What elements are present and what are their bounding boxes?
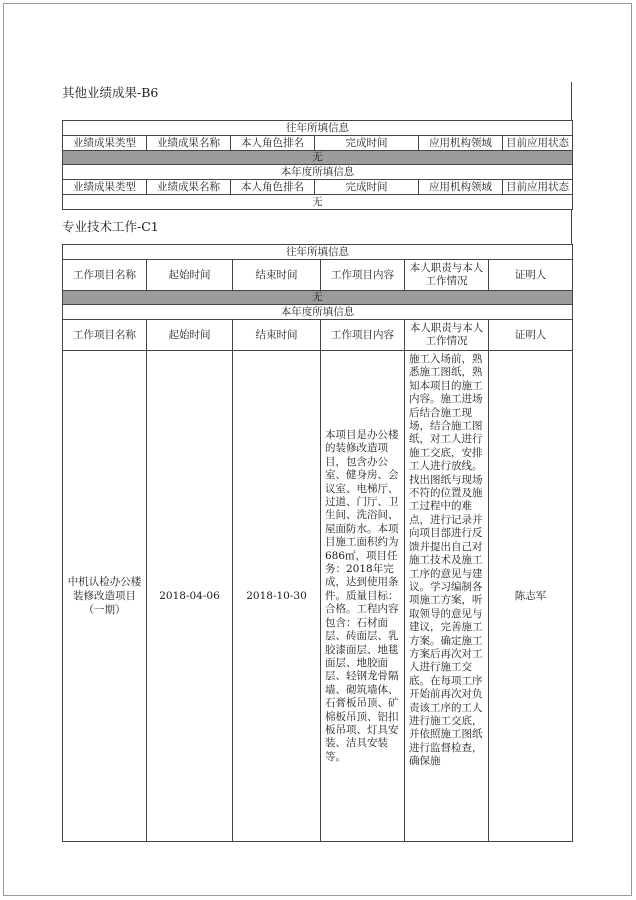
c1-curr-label: 本年度所填信息 [63, 305, 573, 320]
c1-duty-text: 施工入场前，熟悉施工图纸，熟知本项目的施工内容。施工进场后结合施工现场，结合施工图纸，对工人进行施工交底，安排工人进行放线。找出图纸与现场不符的位置及施工过程中的难点，进行记录并向项目部进行反馈并提出自己对施工技术及施工工序的意见与建议。学习编制各项施工方案，听取领导的意见与建议，完善施工方案。确定施工方案后再次对工人进行施工交底。在每项工序开始前再次对负责该工序的工人进行施工交底，并依照施工图纸进行监督检查，确保施 [409, 353, 483, 768]
b6-header: 业绩成果类型 [63, 136, 147, 151]
table-row [63, 351, 573, 842]
c1-none-prev: 无 [63, 291, 573, 305]
c1-start-date: 2018-04-06 [147, 351, 233, 842]
c1-prev-label: 往年所填信息 [63, 245, 573, 260]
c1-header: 结束时间 [233, 260, 321, 291]
c1-header: 结束时间 [233, 320, 321, 351]
b6-header: 目前应用状态 [503, 136, 573, 151]
c1-header: 工作项目名称 [63, 260, 147, 291]
c1-header: 工作项目内容 [321, 260, 405, 291]
b6-header: 业绩成果名称 [147, 180, 231, 195]
c1-project-name: 中机认检办公楼装修改造项目（一期） [63, 351, 147, 842]
c1-header: 起始时间 [147, 260, 233, 291]
document-body [62, 82, 572, 842]
c1-table [62, 244, 573, 842]
b6-header: 目前应用状态 [503, 180, 573, 195]
c1-witness: 陈志军 [489, 351, 573, 842]
b6-curr-label: 本年度所填信息 [63, 165, 573, 180]
section-c1-title: 专业技术工作-C1 [62, 210, 572, 244]
b6-header: 本人角色排名 [231, 136, 315, 151]
c1-project-content [321, 351, 405, 842]
c1-end-date: 2018-10-30 [233, 351, 321, 842]
c1-header: 本人职责与本人工作情况 [405, 260, 489, 291]
b6-prev-label: 往年所填信息 [63, 121, 573, 136]
c1-header: 工作项目名称 [63, 320, 147, 351]
b6-header: 应用机构领域 [419, 180, 503, 195]
b6-none-prev: 无 [63, 151, 573, 165]
c1-duty [405, 351, 489, 842]
b6-header: 本人角色排名 [231, 180, 315, 195]
b6-header: 完成时间 [315, 180, 419, 195]
section-b6-title: 其他业绩成果-B6 [62, 82, 572, 104]
b6-header: 业绩成果类型 [63, 180, 147, 195]
b6-header: 业绩成果名称 [147, 136, 231, 151]
b6-header: 完成时间 [315, 136, 419, 151]
spacer [62, 104, 572, 120]
c1-header: 证明人 [489, 260, 573, 291]
c1-header: 本人职责与本人工作情况 [405, 320, 489, 351]
c1-header: 起始时间 [147, 320, 233, 351]
c1-project-content-text: 本项目是办公楼的装修改造项目，包含办公室、健身房、会议室、电梯厅、过道、门厅、卫生间、洗浴间、屋面防水。本项目施工面积约为686㎡，项目任务：2018年完成，达到使用条件。质量目标：合格。工程内容包含：石材面层、砖面层、乳胶漆面层、地毯面层、地胶面层、轻钢龙骨隔墙、砌筑墙体、石膏板吊顶、矿棉板吊顶、铝扣板吊项、灯具安装、洁具安装等。 [325, 429, 399, 763]
c1-header: 工作项目内容 [321, 320, 405, 351]
b6-none-curr: 无 [63, 195, 573, 210]
c1-header: 证明人 [489, 320, 573, 351]
b6-header: 应用机构领域 [419, 136, 503, 151]
b6-table [62, 120, 573, 210]
